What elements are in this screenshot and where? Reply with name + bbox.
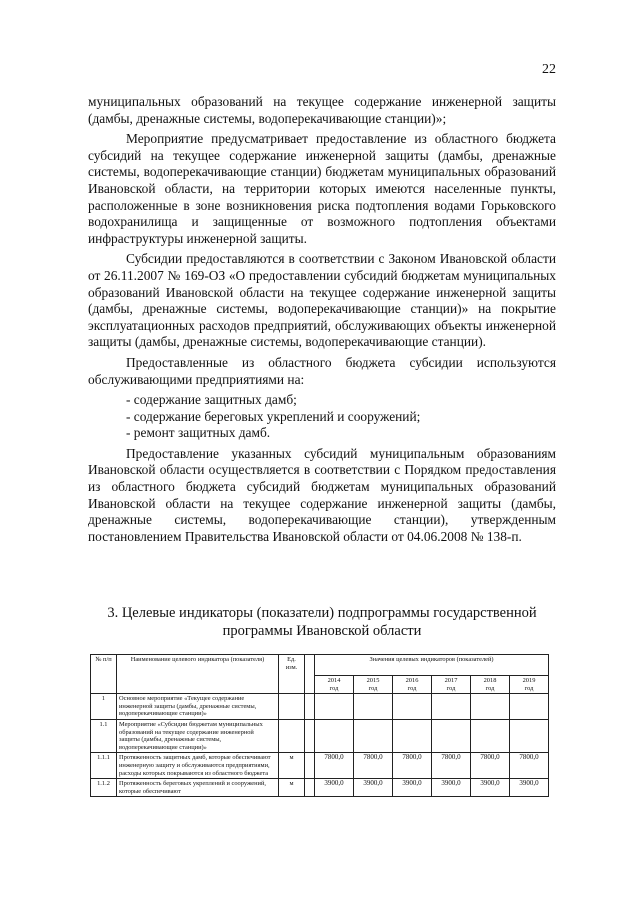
header-unit: Ед. изм. (279, 655, 305, 694)
header-year: 2018 год (471, 676, 510, 694)
header-year: 2014 год (315, 676, 354, 694)
table-row: 1.1.2 Протяженность береговых укреплений и сооружений, которые обеспечивают м 3900,0 3900,0 3900,0 3900,0 3900,0 3900,0 (91, 779, 549, 797)
paragraph-subsidies-use: Предоставленные из областного бюджета субсидии используются обслуживающими предприятиями на: (88, 354, 556, 387)
table-header-row (91, 655, 549, 676)
paragraph-subsidies-law: Субсидии предоставляются в соответствии с Законом Ивановской области от 26.11.2007 № 169-ОЗ «О предоставлении субсидий бюджетам муниципальных образований Ивановской области на текущее содержание инженерной защиты (дамбы, дренажные системы, водоперекачивающие станции)» на покрытие эксплуатационных расходов предприятий, обслуживающих объекты инженерной защиты (дамбы, дренажные системы, водоперекачивающие станции). (88, 251, 556, 350)
header-num: № п/п (91, 655, 117, 694)
indicators-table (90, 654, 549, 797)
header-spacer (305, 655, 315, 694)
header-name: Наименование целевого индикатора (показателя) (117, 655, 279, 694)
paragraph-procedure: Предоставление указанных субсидий муниципальным образованиям Ивановской области осуществляется в соответствии с Порядком предоставления из областного бюджета субсидий бюджетам муниципальных образований Ивановской области на текущее содержание инженерной защиты (дамбы, дренажные системы, водоперекачивающие станции), утвержденным постановлением Правительства Ивановской области от 04.06.2008 № 138-п. (88, 445, 556, 544)
page-number: 22 (542, 62, 556, 77)
paragraph-activity: Мероприятие предусматривает предоставление из областного бюджета субсидий на текущее содержание инженерной защиты (дамбы, дренажные системы, водоперекачивающие станции) бюджетам муниципальных образований Ивановской области, на территории которых имеются населенные пункты, расположенные в зоне возникновения риска подтопления водами Горьковского водохранилища и защищенные от возможного подтопления объектами инфраструктуры инженерной защиты. (88, 131, 556, 246)
paragraph-continuation: муниципальных образований на текущее содержание инженерной защиты (дамбы, дренажные системы, водоперекачивающие станции)»; (88, 94, 556, 126)
section-heading (88, 604, 556, 640)
header-year: 2015 год (354, 676, 393, 694)
section-heading-line1: 3. Целевые индикаторы (показатели) подпрограммы государственной (107, 605, 537, 621)
table-row: 1 Основное мероприятие «Текущее содержание инженерной защиты (дамбы, дренажные системы, водоперекачивающие станции)» (91, 694, 549, 720)
list-item: - ремонт защитных дамб. (126, 425, 271, 441)
section-heading-line2: программы Ивановской области (222, 623, 422, 639)
body-text (88, 94, 556, 549)
header-year: 2016 год (393, 676, 432, 694)
table-row: 1.1.1 Протяженность защитных дамб, которые обеспечивают инженерную защиту и обслуживаются предприятиями, расходы которых покрываются из областного бюджета м 7800,0 7800,0 7800,0 7800,0 7800,0 7800,0 (91, 753, 549, 779)
table-row: 1.1 Мероприятие «Субсидии бюджетам муниципальных образований на текущее содержание инженерной защиты (дамбы, дренажные системы, водоперекачивающие станции)» (91, 719, 549, 752)
header-year: 2017 год (432, 676, 471, 694)
list-item: - содержание защитных дамб; (126, 392, 297, 408)
header-year: 2019 год (510, 676, 549, 694)
list-item: - содержание береговых укреплений и сооружений; (126, 408, 421, 424)
header-values-group: Значения целевых индикаторов (показателей) (315, 655, 549, 676)
